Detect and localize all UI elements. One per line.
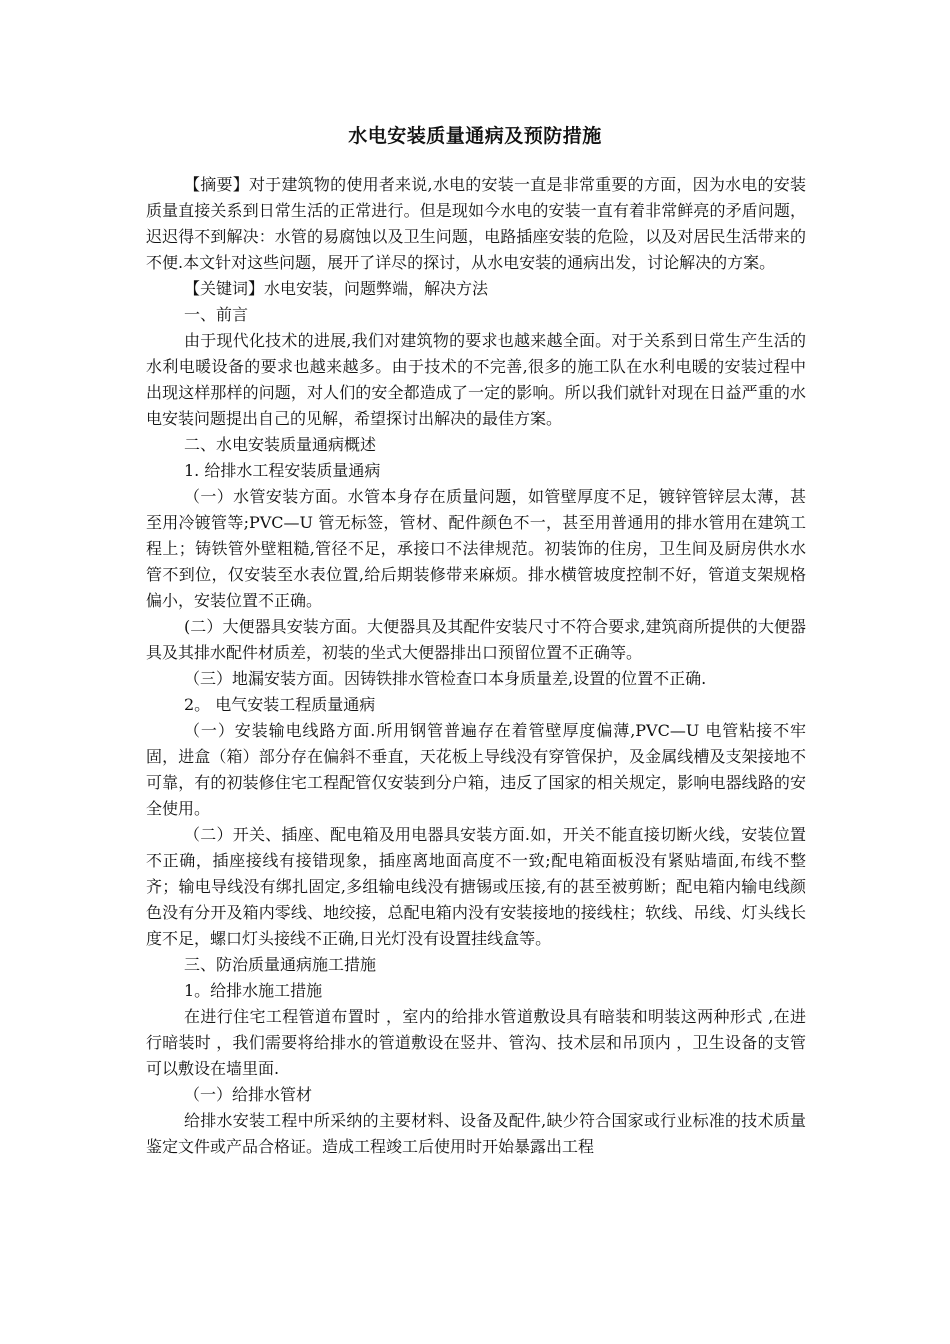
document-body	[146, 172, 806, 1160]
paragraph-power-lines: （一）安装输电线路方面.所用钢管普遍存在着管壁厚度偏薄,PVC—U 电管粘接不牢固，进盒（箱）部分存在偏斜不垂直，天花板上导线没有穿管保护，及金属线槽及支架接地不可靠，有的初装修住宅工程配管仅安装到分户箱，违反了国家的相关规定，影响电器线路的安全使用。	[146, 721, 806, 818]
document-title: 水电安装质量通病及预防措施	[348, 125, 602, 147]
paragraph-floor-drain: （三）地漏安装方面。因铸铁排水管检查口本身质量差,设置的位置不正确.	[184, 669, 707, 688]
subsection-heading-plumbing: 1. 给排水工程安装质量通病	[184, 461, 381, 480]
paragraph-switches-sockets: （二）开关、插座、配电箱及用电器具安装方面.如，开关不能直接切断火线，安装位置不正确，插座接线有接错现象，插座离地面高度不一致;配电箱面板没有紧贴墙面,布线不整齐；输电导线没有绑扎固定,多组输电线没有搪锡或压接,有的甚至被剪断；配电箱内输电线颜色没有分开及箱内零线、地绞接，总配电箱内没有安装接地的接线柱；软线、吊线、灯头线长度不足，螺口灯头接线不正确,日光灯没有设置挂线盒等。	[146, 825, 806, 948]
subsection-heading-electrical: 2。 电气安装工程质量通病	[184, 695, 376, 714]
paragraph-water-pipe: （一）水管安装方面。水管本身存在质量问题，如管壁厚度不足，镀锌管锌层太薄，甚至用冷镀管等;PVC—U 管无标签，管材、配件颜色不一，甚至用普通用的排水管用在建筑工程上；铸铁管外壁粗糙,管径不足，承接口不法律规范。初装饰的住房，卫生间及厨房供水水管不到位，仅安装至水表位置,给后期装修带来麻烦。排水横管坡度控制不好，管道支架规格偏小，安装位置不正确。	[146, 487, 806, 610]
section-heading-preface: 一、前言	[184, 305, 249, 324]
subsection-heading-pipe-materials: （一）给排水管材	[184, 1085, 313, 1104]
paragraph-pipe-layout: 在进行住宅工程管道布置时 ，室内的给排水管道敷设具有暗装和明装这两种形式 ,在进行暗装时 ，我们需要将给排水的管道敷设在竖井、管沟、技术层和吊顶内 ，卫生设备的支管可以敷设在墙里面.	[146, 1007, 806, 1078]
abstract-paragraph: 【摘要】对于建筑物的使用者来说,水电的安装一直是非常重要的方面，因为水电的安装质量直接关系到日常生活的正常进行。但是现如今水电的安装一直有着非常鲜亮的矛盾问题，迟迟得不到解决：水管的易腐蚀以及卫生问题，电路插座安装的危险，以及对居民生活带来的不便.本文针对这些问题，展开了详尽的探讨，从水电安装的通病出发，讨论解决的方案。	[146, 175, 806, 272]
paragraph-materials: 给排水安装工程中所采纳的主要材料、设备及配件,缺少符合国家或行业标准的技术质量鉴定文件或产品合格证。造成工程竣工后使用时开始暴露出工程	[146, 1111, 806, 1156]
preface-paragraph: 由于现代化技术的进展,我们对建筑物的要求也越来越全面。对于关系到日常生产生活的水利电暖设备的要求也越来越多。由于技术的不完善,很多的施工队在水利电暖的安装过程中出现这样那样的问题，对人们的安全都造成了一定的影响。所以我们就针对现在日益严重的水电安装问题提出自己的见解，希望探讨出解决的最佳方案。	[146, 331, 806, 428]
section-heading-measures: 三、防治质量通病施工措施	[184, 955, 377, 974]
paragraph-toilet: (二）大便器具安装方面。大便器具及其配件安装尺寸不符合要求,建筑商所提供的大便器具及其排水配件材质差，初装的坐式大便器排出口预留位置不正确等。	[146, 617, 806, 662]
section-heading-overview: 二、水电安装质量通病概述	[184, 435, 377, 454]
keywords-paragraph: 【关键词】水电安装，问题弊端，解决方法	[184, 279, 489, 298]
subsection-heading-plumbing-measures: 1。给排水施工措施	[184, 981, 323, 1000]
